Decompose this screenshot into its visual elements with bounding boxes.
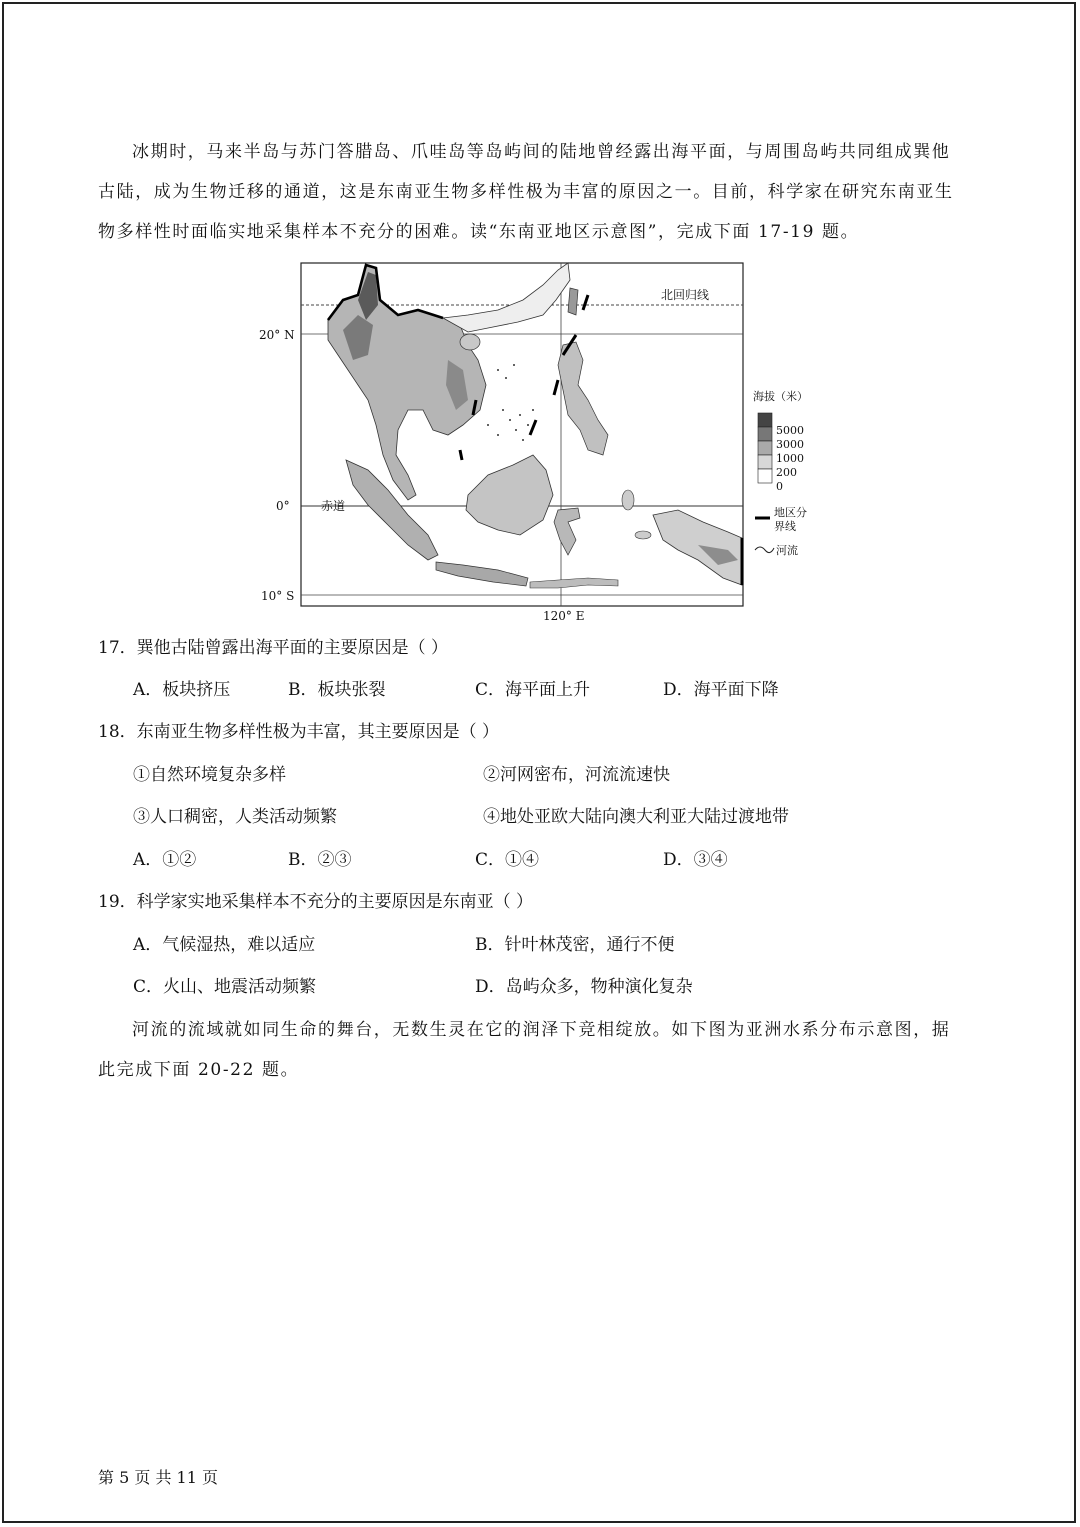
q19-option-d[interactable]: D．岛屿众多，物种演化复杂 (475, 977, 693, 997)
q17-option-b[interactable]: B．板块张裂 (288, 680, 386, 700)
intro-line: 物多样性时面临实地采集样本不充分的困难。读“东南亚地区示意图”，完成下面 17-19 题。 (98, 222, 860, 242)
q18-item-4: ④地处亚欧大陆向澳大利亚大陆过渡地带 (483, 807, 789, 827)
q17-option-d[interactable]: D．海平面下降 (663, 680, 779, 700)
q18-item-3: ③人口稠密，人类活动频繁 (133, 807, 337, 827)
hainan-island (460, 334, 480, 350)
q18-option-c[interactable]: C．①④ (475, 850, 540, 870)
intro-paragraph-1 (98, 132, 984, 252)
question-18-stem: 18．东南亚生物多样性极为丰富，其主要原因是（ ） (98, 722, 500, 742)
moluccas-island (635, 531, 651, 539)
equator-label: 赤道 (321, 499, 346, 513)
tropic-label: 北回归线 (661, 288, 710, 302)
legend-swatch (758, 413, 772, 427)
q19-option-c[interactable]: C．火山、地震活动频繁 (133, 977, 317, 997)
legend-swatch (758, 441, 772, 455)
intro-line: 此完成下面 20-22 题。 (98, 1060, 300, 1080)
legend-boundary-label: 地区分 (774, 506, 807, 519)
lon-120-label: 120° E (543, 609, 585, 623)
lat-0-label: 0° (276, 499, 290, 513)
legend-level: 1000 (776, 452, 804, 465)
page-number-footer: 第 5 页 共 11 页 (98, 1468, 218, 1487)
q17-option-a[interactable]: A．板块挤压 (133, 680, 231, 700)
q18-option-b[interactable]: B．②③ (288, 850, 352, 870)
intro-line: 古陆，成为生物迁移的通道，这是东南亚生物多样性极为丰富的原因之一。目前，科学家在研究东南亚生 (98, 182, 954, 202)
q17-option-c[interactable]: C．海平面上升 (475, 680, 591, 700)
intro-paragraph-2 (98, 1010, 984, 1090)
legend-swatch (758, 469, 772, 483)
lat-10s-label: 10° S (261, 589, 295, 603)
legend-level: 3000 (776, 438, 804, 451)
question-19-stem: 19．科学家实地采集样本不充分的主要原因是东南亚（ ） (98, 892, 534, 912)
moluccas-island (622, 490, 634, 510)
question-17-stem: 17．巽他古陆曾露出海平面的主要原因是（ ） (98, 638, 449, 658)
legend-swatch (758, 427, 772, 441)
q19-option-b[interactable]: B．针叶林茂密，通行不便 (475, 935, 675, 955)
legend-boundary-label: 界线 (774, 520, 796, 533)
legend-river-label: 河流 (776, 544, 798, 557)
legend-level: 200 (776, 466, 797, 479)
legend-river-icon (755, 547, 774, 553)
q18-option-a[interactable]: A．①② (133, 850, 197, 870)
southeast-asia-map (258, 260, 838, 625)
q19-option-a[interactable]: A．气候湿热，难以适应 (133, 935, 316, 955)
legend-title: 海拔（米） (753, 390, 808, 403)
lat-20-label: 20° N (259, 328, 295, 342)
intro-line: 河流的流域就如同生命的舞台，无数生灵在它的润泽下竞相绽放。如下图为亚洲水系分布示意图，据 (132, 1020, 951, 1040)
intro-line: 冰期时，马来半岛与苏门答腊岛、爪哇岛等岛屿间的陆地曾经露出海平面，与周围岛屿共同组成巽他 (132, 142, 951, 162)
q18-item-2: ②河网密布，河流流速快 (483, 765, 670, 785)
q18-option-d[interactable]: D．③④ (663, 850, 728, 870)
q18-item-1: ①自然环境复杂多样 (133, 765, 286, 785)
legend-level: 0 (776, 480, 783, 493)
taiwan-island (568, 288, 578, 315)
legend-swatch (758, 455, 772, 469)
legend-level: 5000 (776, 424, 804, 437)
